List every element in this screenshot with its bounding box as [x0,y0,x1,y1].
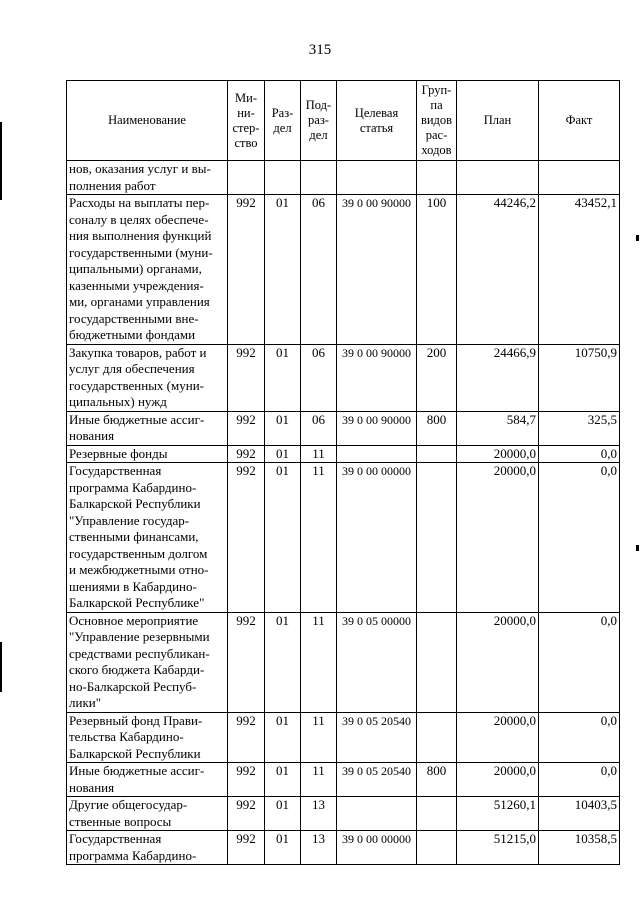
cell-ministry: 992 [228,445,265,463]
cell-target [337,161,417,195]
table-row [67,712,620,763]
cell-name: Иные бюджетные ассиг- нования [67,411,228,445]
cell-plan: 20000,0 [457,463,539,613]
table-row [67,445,620,463]
cell-subsection: 13 [301,831,337,865]
table-row [67,195,620,345]
cell-plan: 20000,0 [457,612,539,712]
scan-margin-mark-left [0,122,2,200]
cell-fact [539,161,620,195]
scan-margin-mark-right-lower [636,545,639,551]
cell-plan: 51260,1 [457,797,539,831]
cell-subsection: 06 [301,344,337,411]
scan-margin-mark-left-lower [0,642,2,692]
cell-fact: 0,0 [539,763,620,797]
cell-name: нов, оказания услуг и вы- полнения работ [67,161,228,195]
table-row [67,463,620,613]
cell-section: 01 [265,797,301,831]
cell-fact: 0,0 [539,612,620,712]
cell-fact: 325,5 [539,411,620,445]
cell-subsection: 06 [301,195,337,345]
column-header-name: Наименование [67,81,228,161]
cell-plan: 20000,0 [457,712,539,763]
cell-group: 800 [417,763,457,797]
cell-name: Резервный фонд Прави- тельства Кабардино- Балкарской Республики [67,712,228,763]
cell-section: 01 [265,195,301,345]
cell-plan: 51215,0 [457,831,539,865]
cell-group [417,831,457,865]
column-header-section: Раз- дел [265,81,301,161]
cell-subsection: 11 [301,612,337,712]
cell-group [417,712,457,763]
cell-fact: 43452,1 [539,195,620,345]
cell-group: 800 [417,411,457,445]
cell-ministry: 992 [228,612,265,712]
cell-name: Расходы на выплаты пер- соналу в целях обеспече- ния выполнения функций государственными (муни- ципальными) органами, казенными учреждения- ми, органами управления государственными вне- бюджетными фондами [67,195,228,345]
cell-target [337,445,417,463]
column-header-group: Груп- па видов рас- ходов [417,81,457,161]
cell-name: Государственная программа Кабардино- Балкарской Республики "Управление государ- ственными финансами, государственным долгом и межбюджетными отно- шениями в Кабардино- Балкарской Республике" [67,463,228,613]
cell-target: 39 0 00 90000 [337,344,417,411]
cell-subsection: 11 [301,463,337,613]
cell-section: 01 [265,344,301,411]
cell-group [417,445,457,463]
column-header-target: Целевая статья [337,81,417,161]
cell-fact: 10403,5 [539,797,620,831]
cell-section: 01 [265,445,301,463]
cell-fact: 0,0 [539,445,620,463]
column-header-ministry: Ми- ни- стер- ство [228,81,265,161]
cell-plan: 24466,9 [457,344,539,411]
budget-table [66,80,620,865]
cell-subsection: 11 [301,445,337,463]
column-header-plan: План [457,81,539,161]
cell-section: 01 [265,712,301,763]
cell-section: 01 [265,831,301,865]
cell-section: 01 [265,411,301,445]
cell-name: Закупка товаров, работ и услуг для обеспечения государственных (муни- ципальных) нужд [67,344,228,411]
cell-name: Иные бюджетные ассиг- нования [67,763,228,797]
cell-fact: 0,0 [539,463,620,613]
cell-ministry: 992 [228,831,265,865]
cell-section: 01 [265,463,301,613]
cell-fact: 10750,9 [539,344,620,411]
column-header-fact: Факт [539,81,620,161]
cell-fact: 10358,5 [539,831,620,865]
cell-plan: 44246,2 [457,195,539,345]
cell-target: 39 0 00 00000 [337,831,417,865]
table-header-row [67,81,620,161]
cell-group [417,612,457,712]
cell-group [417,463,457,613]
cell-target: 39 0 00 90000 [337,411,417,445]
table-row [67,344,620,411]
table-row [67,763,620,797]
cell-name: Основное мероприятие "Управление резервными средствами республикан- ского бюджета Кабарди- но-Балкарской Респуб- лики" [67,612,228,712]
scan-margin-mark-right [636,235,639,241]
cell-ministry [228,161,265,195]
cell-section: 01 [265,612,301,712]
cell-ministry: 992 [228,712,265,763]
cell-plan: 584,7 [457,411,539,445]
cell-fact: 0,0 [539,712,620,763]
cell-plan: 20000,0 [457,763,539,797]
table-row [67,831,620,865]
cell-target: 39 0 05 20540 [337,763,417,797]
cell-ministry: 992 [228,763,265,797]
cell-subsection: 11 [301,763,337,797]
cell-subsection: 11 [301,712,337,763]
cell-subsection [301,161,337,195]
cell-target: 39 0 00 00000 [337,463,417,613]
cell-target: 39 0 05 20540 [337,712,417,763]
cell-group [417,161,457,195]
cell-subsection: 06 [301,411,337,445]
table-row [67,161,620,195]
cell-name: Другие общегосудар- ственные вопросы [67,797,228,831]
cell-ministry: 992 [228,463,265,613]
cell-ministry: 992 [228,344,265,411]
cell-plan: 20000,0 [457,445,539,463]
cell-section [265,161,301,195]
cell-target [337,797,417,831]
table-row [67,797,620,831]
cell-plan [457,161,539,195]
cell-target: 39 0 05 00000 [337,612,417,712]
page-number: 315 [308,42,332,58]
cell-name: Государственная программа Кабардино- [67,831,228,865]
cell-group: 200 [417,344,457,411]
cell-target: 39 0 00 90000 [337,195,417,345]
cell-ministry: 992 [228,195,265,345]
cell-ministry: 992 [228,411,265,445]
cell-name: Резервные фонды [67,445,228,463]
table-row [67,612,620,712]
table-row [67,411,620,445]
cell-section: 01 [265,763,301,797]
column-header-subsection: Под- раз- дел [301,81,337,161]
table-body [67,161,620,865]
cell-group: 100 [417,195,457,345]
cell-subsection: 13 [301,797,337,831]
cell-ministry: 992 [228,797,265,831]
cell-group [417,797,457,831]
